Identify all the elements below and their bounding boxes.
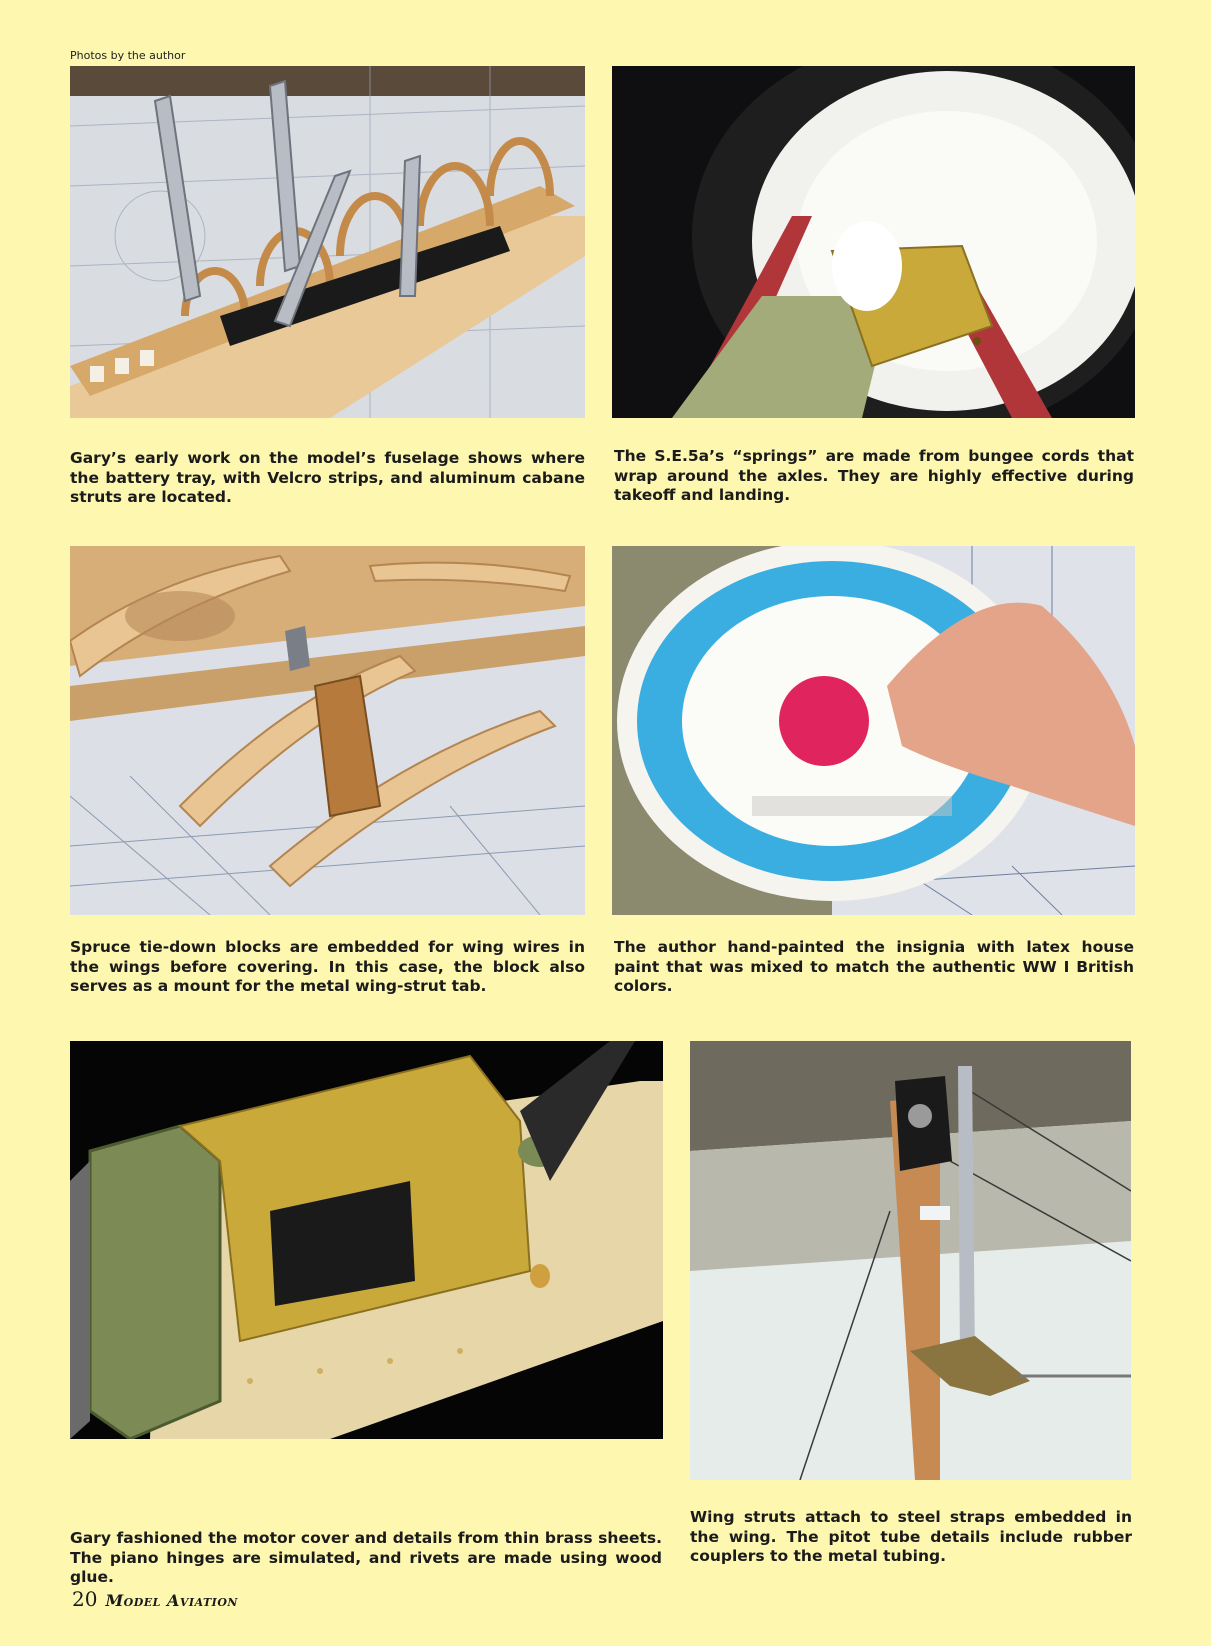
photo-credit: Photos by the author <box>70 49 186 62</box>
caption-wing-strut: Wing struts attach to steel straps embedded in the wing. The pitot tube details include rubber couplers to the metal tubing. <box>690 1508 1132 1565</box>
motor-cover-image <box>70 1041 663 1439</box>
wing-ribs-photo <box>70 546 585 915</box>
motor-cover-photo <box>70 1041 663 1439</box>
caption-wheel: The S.E.5a’s “springs” are made from bungee cords that wrap around the axles. They are highly effective during takeoff and landing. <box>614 447 1134 504</box>
caption-wing-ribs: Spruce tie-down blocks are embedded for wing wires in the wings before covering. In this case, the block also serves as a mount for the metal wing-strut tab. <box>70 938 585 995</box>
page-footer <box>72 1587 238 1611</box>
wheel-image <box>612 66 1135 418</box>
page-number: 20 <box>72 1587 98 1611</box>
wing-strut-image <box>690 1041 1131 1480</box>
roundel-image <box>612 546 1135 915</box>
roundel-painting-photo <box>612 546 1135 915</box>
caption-motor-cover: Gary fashioned the motor cover and details from thin brass sheets. The piano hinges are simulated, and rivets are made using wood glue. <box>70 1529 662 1586</box>
fuselage-image <box>70 66 585 418</box>
wheel-photo <box>612 66 1135 418</box>
magazine-title: Model Aviation <box>105 1591 238 1610</box>
caption-roundel: The author hand-painted the insignia with latex house paint that was mixed to match the authentic WW I British colors. <box>614 938 1134 995</box>
wing-strut-photo <box>690 1041 1131 1480</box>
fuselage-photo <box>70 66 585 418</box>
caption-fuselage: Gary’s early work on the model’s fuselage shows where the battery tray, with Velcro strips, and aluminum cabane struts are located. <box>70 449 585 506</box>
wing-ribs-image <box>70 546 585 915</box>
